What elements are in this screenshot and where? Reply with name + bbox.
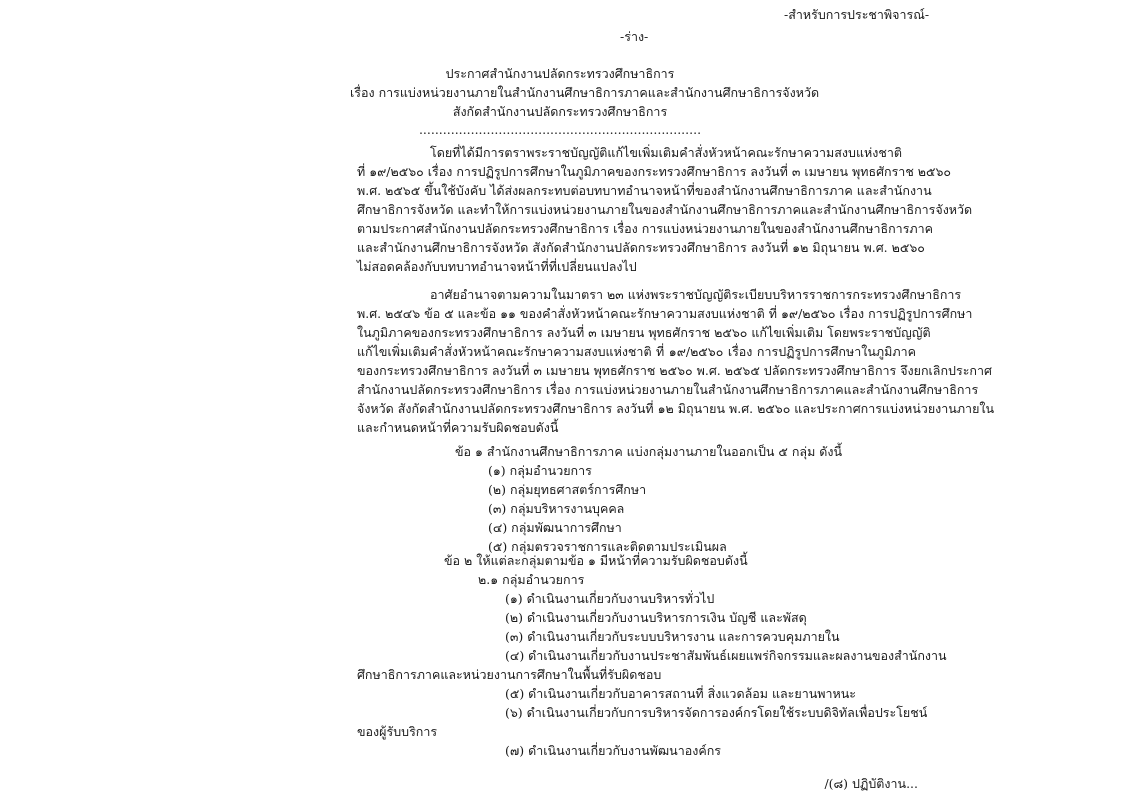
list-item: (๔) กลุ่มพัฒนาการศึกษา <box>488 520 622 535</box>
affiliation-line: สังกัดสำนักงานปลัดกระทรวงศึกษาธิการ <box>452 104 668 119</box>
list-item: (๑) กลุ่มอำนวยการ <box>488 463 592 478</box>
paragraph-line: จังหวัด สังกัดสำนักงานปลัดกระทรวงศึกษาธิการ ลงวันที่ ๑๒ มิถุนายน พ.ศ. ๒๕๖๐ และประกาศการแบ่งหน่วยงานภายใน <box>357 401 995 416</box>
list-item: (๓) ดำเนินงานเกี่ยวกับระบบบริหารงาน และการควบคุมภายใน <box>505 629 840 644</box>
title-divider: ....................................................................... <box>418 122 702 137</box>
list-item-continuation: ของผู้รับบริการ <box>357 724 438 739</box>
paragraph-line: อาศัยอำนาจตามความในมาตรา ๒๓ แห่งพระราชบัญญัติระเบียบบริหารราชการกระทรวงศึกษาธิการ <box>430 287 962 302</box>
paragraph-line: ศึกษาธิการจังหวัด และทำให้การแบ่งหน่วยงานภายในของสำนักงานศึกษาธิการภาคและสำนักงานศึกษาธิการจังหวัด <box>357 202 973 217</box>
sub-heading: ๒.๑ กลุ่มอำนวยการ <box>478 572 585 587</box>
paragraph-line: ตามประกาศสำนักงานปลัดกระทรวงศึกษาธิการ เรื่อง การแบ่งหน่วยงานภายในของสำนักงานศึกษาธิการภาค <box>357 221 934 236</box>
paragraph-line: ในภูมิภาคของกระทรวงศึกษาธิการ ลงวันที่ ๓ เมษายน พุทธศักราช ๒๕๖๐ แก้ไขเพิ่มเติม โดยพระราชบัญญัติ <box>357 325 931 340</box>
list-item: (๔) ดำเนินงานเกี่ยวกับงานประชาสัมพันธ์เผยแพร่กิจกรรมและผลงานของสำนักงาน <box>505 648 947 663</box>
paragraph-line: และสำนักงานศึกษาธิการจังหวัด สังกัดสำนักงานปลัดกระทรวงศึกษาธิการ ลงวันที่ ๑๒ มิถุนายน พ.ศ. ๒๕๖๐ <box>357 240 925 255</box>
paragraph-line: ไม่สอดคล้องกับบทบาทอำนาจหน้าที่ที่เปลี่ยนแปลงไป <box>357 259 637 274</box>
list-item: (๖) ดำเนินงานเกี่ยวกับการบริหารจัดการองค์กรโดยใช้ระบบดิจิทัลเพื่อประโยชน์ <box>505 705 928 720</box>
paragraph-line: ที่ ๑๙/๒๕๖๐ เรื่อง การปฏิรูปการศึกษาในภูมิภาคของกระทรวงศึกษาธิการ ลงวันที่ ๓ เมษายน พุทธศักราช ๒๕๖๐ <box>357 164 952 179</box>
announcement-title: ประกาศสำนักงานปลัดกระทรวงศึกษาธิการ <box>445 66 675 81</box>
paragraph-line: พ.ศ. ๒๕๖๕ ขึ้นใช้บังคับ ได้ส่งผลกระทบต่อบทบาทอำนาจหน้าที่ของสำนักงานศึกษาธิการภาค และสำนักงาน <box>357 183 932 198</box>
paragraph-line: พ.ศ. ๒๕๔๖ ข้อ ๕ และข้อ ๑๑ ของคำสั่งหัวหน้าคณะรักษาความสงบแห่งชาติ ที่ ๑๙/๒๕๖๐ เรื่อง การปฏิรูปการศึกษา <box>357 306 973 321</box>
list-item: (๑) ดำเนินงานเกี่ยวกับงานบริหารทั่วไป <box>505 591 715 606</box>
paragraph-line: ของกระทรวงศึกษาธิการ ลงวันที่ ๓ เมษายน พุทธศักราช ๒๕๖๐ พ.ศ. ๒๕๖๕ ปลัดกระทรวงศึกษาธิการ จึงยกเลิกประกาศ <box>357 363 992 378</box>
public-hearing-note: -สำหรับการประชาพิจารณ์- <box>784 7 930 22</box>
list-item: (๓) กลุ่มบริหารงานบุคคล <box>488 501 625 516</box>
paragraph-line: แก้ไขเพิ่มเติมคำสั่งหัวหน้าคณะรักษาความสงบแห่งชาติ ที่ ๑๙/๒๕๖๐ เรื่อง การปฏิรูปการศึกษาในภูมิภาค <box>357 344 916 359</box>
clause-heading: ข้อ ๒ ให้แต่ละกลุ่มตามข้อ ๑ มีหน้าที่ความรับผิดชอบดังนี้ <box>444 553 748 568</box>
clause-heading: ข้อ ๑ สำนักงานศึกษาธิการภาค แบ่งกลุ่มงานภายในออกเป็น ๕ กลุ่ม ดังนี้ <box>455 444 843 459</box>
list-item: (๕) ดำเนินงานเกี่ยวกับอาคารสถานที่ สิ่งแวดล้อม และยานพาหนะ <box>505 686 857 701</box>
continuation-marker: /(๘) ปฏิบัติงาน... <box>824 776 918 791</box>
list-item: (๕) กลุ่มตรวจราชการและติดตามประเมินผล <box>488 539 727 554</box>
list-item-continuation: ศึกษาธิการภาคและหน่วยงานการศึกษาในพื้นที่รับผิดชอบ <box>357 667 662 682</box>
list-item: (๒) กลุ่มยุทธศาสตร์การศึกษา <box>488 482 647 497</box>
draft-label: -ร่าง- <box>620 29 649 44</box>
paragraph-line: โดยที่ได้มีการตราพระราชบัญญัติแก้ไขเพิ่มเติมคำสั่งหัวหน้าคณะรักษาความสงบแห่งชาติ <box>430 145 902 160</box>
subject-line: เรื่อง การแบ่งหน่วยงานภายในสำนักงานศึกษาธิการภาคและสำนักงานศึกษาธิการจังหวัด <box>350 85 820 100</box>
paragraph-line: และกำหนดหน้าที่ความรับผิดชอบดังนี้ <box>357 420 559 435</box>
list-item: (๒) ดำเนินงานเกี่ยวกับงานบริหารการเงิน บัญชี และพัสดุ <box>505 610 807 625</box>
list-item: (๗) ดำเนินงานเกี่ยวกับงานพัฒนาองค์กร <box>505 743 721 758</box>
paragraph-line: สำนักงานปลัดกระทรวงศึกษาธิการ เรื่อง การแบ่งหน่วยงานภายในสำนักงานศึกษาธิการภาคและสำนักงานศึกษาธิการ <box>357 382 979 397</box>
